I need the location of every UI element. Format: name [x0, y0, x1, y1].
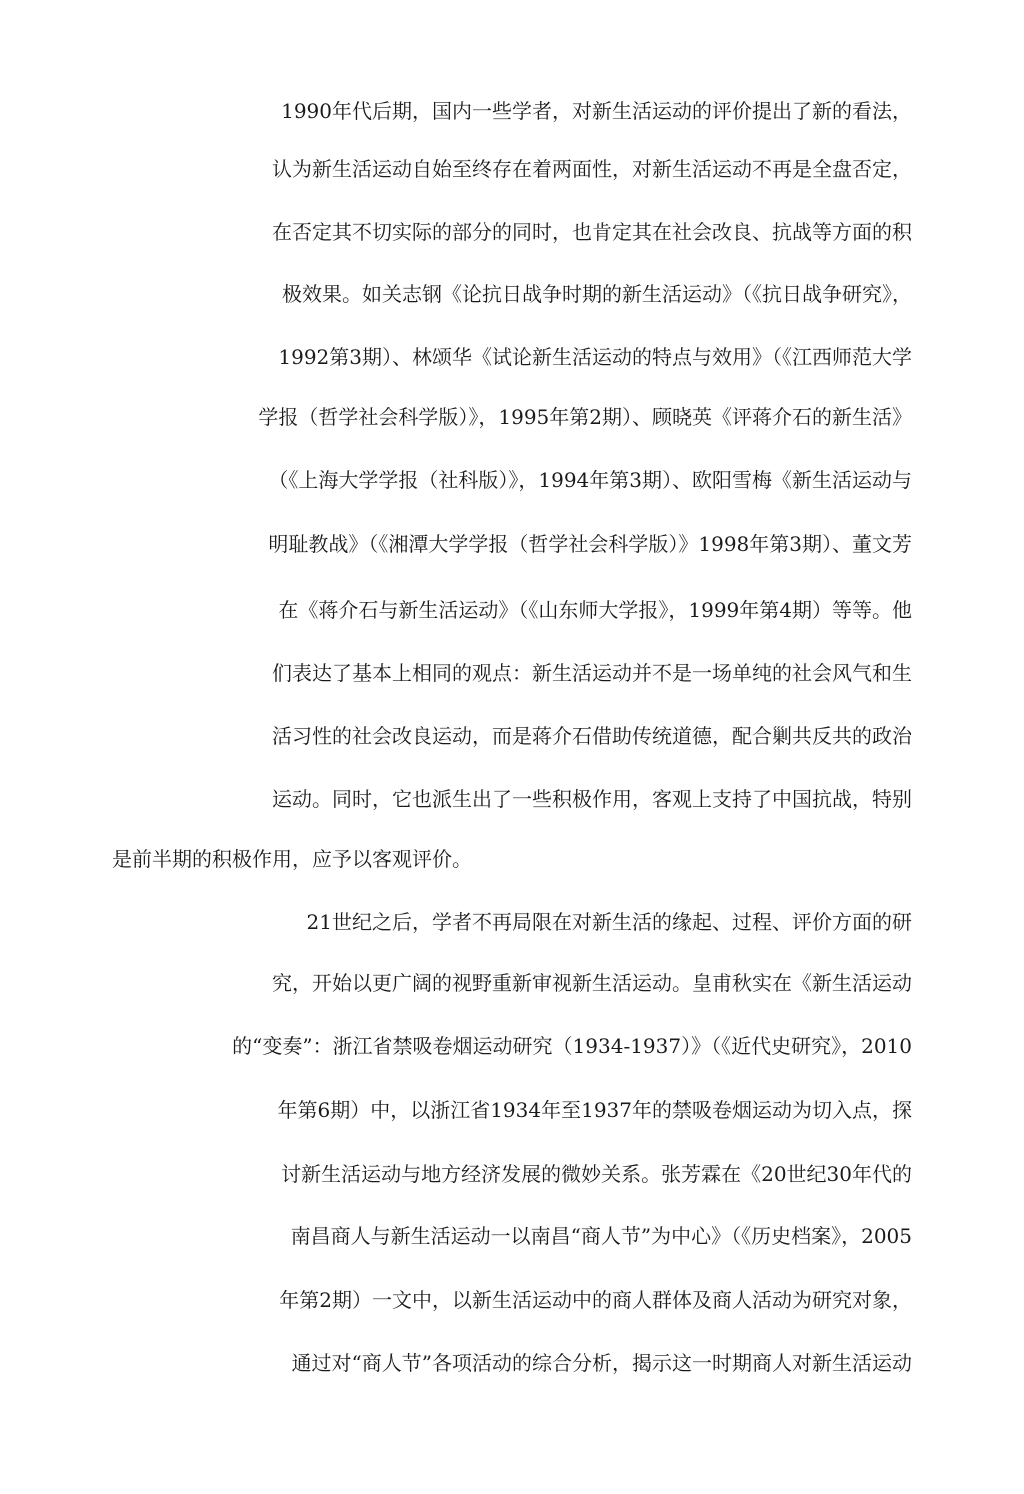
- text-line-4: 极效果。如关志钢《论抗日战争时期的新生活运动》（《抗日战争研究》，: [282, 282, 912, 306]
- text-line-14: 21世纪之后，学者不再局限在对新生活的缘起、过程、评价方面的研: [306, 910, 912, 934]
- text-line-21: 通过对“商人节”各项活动的综合分析，揭示这一时期商人对新生活运动: [291, 1351, 912, 1375]
- text-line-12: 运动。同时，它也派生出了一些积极作用，客观上支持了中国抗战，特别: [272, 787, 912, 811]
- text-line-5: 1992第3期）、林颂华《试论新生活运动的特点与效用》（《江西师范大学: [278, 345, 912, 369]
- text-line-20: 年第2期）一文中，以新生活运动中的商人群体及商人活动为研究对象，: [279, 1288, 912, 1312]
- text-line-7: （《上海大学学报（社科版）》，1994年第3期）、欧阳雪梅《新生活运动与: [268, 468, 912, 492]
- text-line-18: 讨新生活运动与地方经济发展的微妙关系。张芳霖在《20世纪30年代的: [281, 1162, 912, 1186]
- text-line-16: 的“变奏”：浙江省禁吸卷烟运动研究（1934-1937）》（《近代史研究》，2010: [232, 1034, 912, 1058]
- text-line-13: 是前半期的积极作用，应予以客观评价。: [112, 847, 472, 871]
- text-line-11: 活习性的社会改良运动，而是蒋介石借助传统道德，配合剿共反共的政治: [272, 724, 912, 748]
- text-line-10: 们表达了基本上相同的观点：新生活运动并不是一场单纯的社会风气和生: [272, 661, 912, 685]
- text-line-2: 认为新生活运动自始至终存在着两面性，对新生活运动不再是全盘否定，: [272, 157, 912, 181]
- text-line-9: 在《蒋介石与新生活运动》（《山东师大学报》，1999年第4期）等等。他: [278, 598, 912, 622]
- text-line-1: 1990年代后期，国内一些学者，对新生活运动的评价提出了新的看法，: [281, 99, 912, 123]
- text-line-3: 在否定其不切实际的部分的同时，也肯定其在社会改良、抗战等方面的积: [272, 220, 912, 244]
- text-line-19: 南昌商人与新生活运动一以南昌“商人节”为中心》（《历史档案》，2005: [290, 1224, 912, 1248]
- text-line-15: 究，开始以更广阔的视野重新审视新生活运动。皇甫秋实在《新生活运动: [272, 971, 912, 995]
- text-line-6: 学报（哲学社会科学版）》，1995年第2期）、顾晓英《评蒋介石的新生活》: [258, 405, 912, 429]
- text-line-17: 年第6期）中，以浙江省1934年至1937年的禁吸卷烟运动为切入点，探: [277, 1098, 912, 1122]
- text-line-8: 明耻教战》（《湘潭大学学报（哲学社会科学版）》1998年第3期）、董文芳: [268, 532, 912, 556]
